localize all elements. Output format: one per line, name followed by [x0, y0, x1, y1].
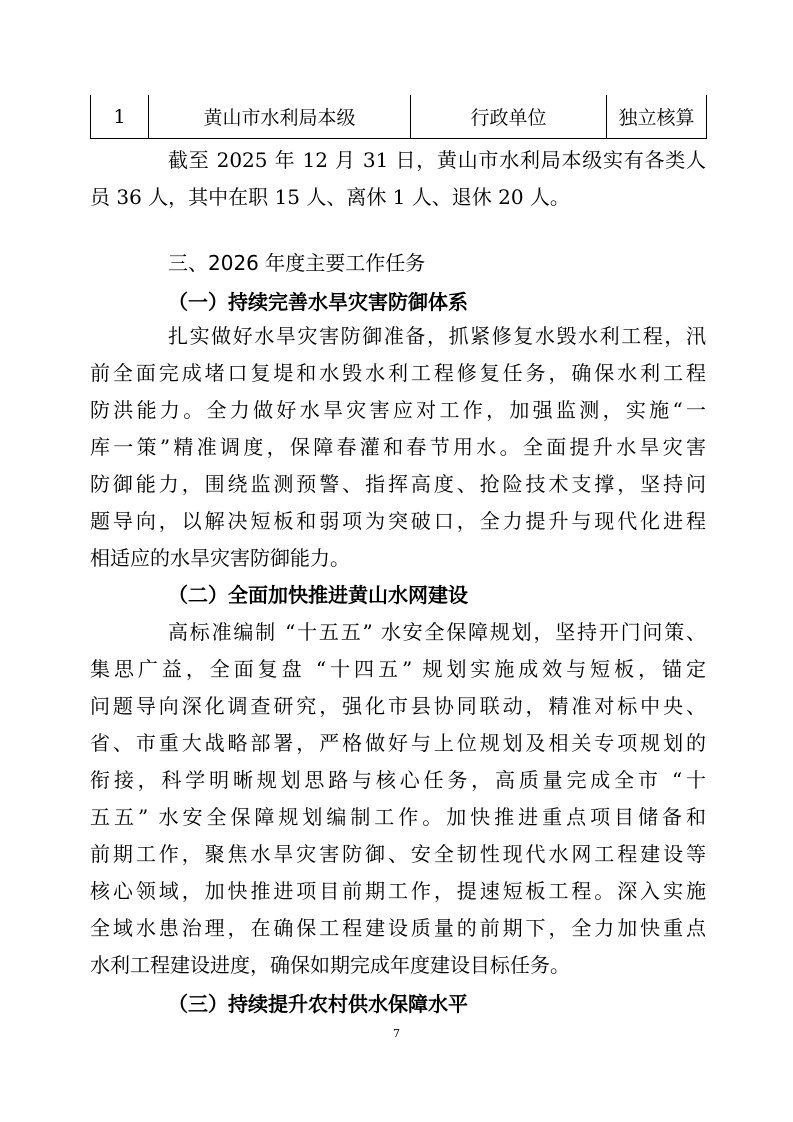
paragraph-line: 核心领域，加快推进项目前期工作，提速短板工程。深入实施: [90, 879, 706, 903]
paragraph-line: 防洪能力。全力做好水旱灾害应对工作，加强监测，实施“一: [90, 398, 706, 422]
table-row: [91, 95, 707, 139]
paragraph-line: 集思广益，全面复盘 “十四五” 规划实施成效与短板，锚定: [90, 657, 706, 681]
table-cell-unit-type: 行政单位: [411, 95, 607, 139]
paragraph-line: 截至 2025 年 12 月 31 日，黄山市水利局本级实有各类人: [168, 148, 706, 172]
paragraph-line: 衔接，科学明晰规划思路与核心任务，高质量完成全市 “十: [90, 768, 706, 792]
subsection-heading: （一）持续完善水旱灾害防御体系: [168, 290, 468, 314]
paragraph-line: 五五” 水安全保障规划编制工作。加快推进重点项目储备和: [90, 805, 706, 829]
table-cell-index: 1: [91, 95, 149, 139]
page-number: 7: [393, 1027, 400, 1040]
paragraph-line: 前期工作，聚焦水旱灾害防御、安全韧性现代水网工程建设等: [90, 842, 706, 866]
paragraph-line: 问题导向深化调查研究，强化市县协同联动，精准对标中央、: [90, 694, 706, 718]
paragraph-line: 防御能力，围绕监测预警、指挥高度、抢险技术支撑，坚持问: [90, 472, 706, 496]
paragraph-line: 省、市重大战略部署，严格做好与上位规划及相关专项规划的: [90, 731, 706, 755]
paragraph-line: 高标准编制 “十五五” 水安全保障规划，坚持开门问策、: [168, 620, 706, 644]
table-cell-unit-name: 黄山市水利局本级: [149, 95, 411, 139]
subsection-heading: （二）全面加快推进黄山水网建设: [168, 583, 468, 607]
paragraph-line: 员 36 人，其中在职 15 人、离休 1 人、退休 20 人。: [90, 185, 570, 209]
unit-table: [90, 95, 707, 139]
paragraph-line: 全域水患治理，在确保工程建设质量的前期下，全力加快重点: [90, 916, 706, 940]
paragraph-line: 前全面完成堵口复堤和水毁水利工程修复任务，确保水利工程: [90, 361, 706, 385]
paragraph-line: 扎实做好水旱灾害防御准备，抓紧修复水毁水利工程，汛: [168, 324, 706, 348]
paragraph-line: 题导向，以解决短板和弱项为突破口，全力提升与现代化进程: [90, 509, 706, 533]
section-heading: 三、2026 年度主要工作任务: [168, 251, 426, 275]
paragraph-line: 库一策”精准调度，保障春灌和春节用水。全面提升水旱灾害: [90, 435, 706, 459]
paragraph-line: 水利工程建设进度，确保如期完成年度建设目标任务。: [90, 953, 570, 977]
subsection-heading: （三）持续提升农村供水保障水平: [168, 992, 468, 1016]
table-cell-accounting: 独立核算: [607, 95, 707, 139]
paragraph-line: 相适应的水旱灾害防御能力。: [90, 546, 350, 570]
